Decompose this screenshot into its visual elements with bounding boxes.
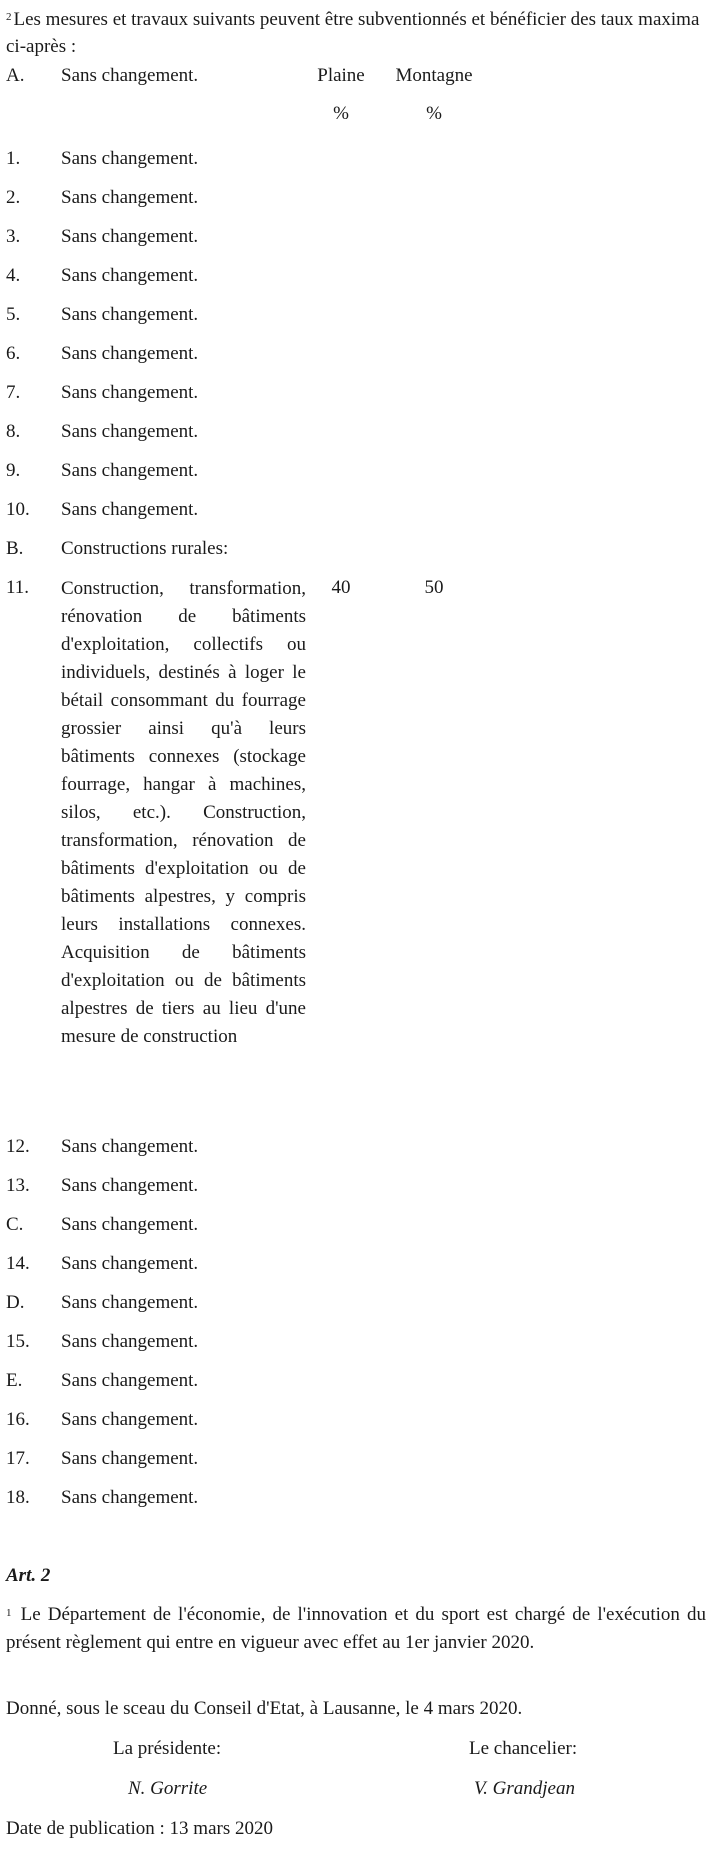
unit-montagne: % — [426, 103, 442, 124]
intro-superscript: 2 — [6, 11, 12, 23]
row-11-text: Construction, transformation, rénovation de bâtiments d'exploitation, collectifs ou individuels, destinés à loger le bétail consommant du fourrage grossier ainsi qu'à leurs bâtiments connexes (stockage fourrage, hangar à machines, silos, etc.). Construction, transformation, rénovation de bâtiments d'exploitation ou de bâtiments alpestres, y compris leurs installations connexes. Acquisition de bâtiments d'exploitation ou de bâtiments alpestres de tiers au lieu d'une mesure de construction — [61, 578, 306, 1047]
column-header-plaine: Plaine — [317, 65, 365, 86]
row-number: E. — [6, 1370, 23, 1391]
row-text: Sans changement. — [61, 148, 199, 169]
publication-date: Date de publication : 13 mars 2020 — [6, 1818, 273, 1839]
row-number: 17. — [6, 1448, 30, 1469]
table-row — [6, 1172, 706, 1199]
row-number: 11. — [6, 577, 30, 598]
row-text: Sans changement. — [61, 421, 199, 442]
table-row — [6, 1211, 706, 1238]
table-row — [6, 340, 706, 367]
section-a-row — [6, 62, 706, 89]
row-number: 16. — [6, 1409, 30, 1430]
table-row — [6, 379, 706, 406]
row-number: 3. — [6, 226, 21, 247]
row-text: Sans changement. — [61, 304, 199, 325]
intro-text: Les mesures et travaux suivants peuvent être subventionnés et bénéficier des taux maxima ci-après : — [6, 9, 700, 57]
table-row — [6, 1406, 706, 1433]
row-text: Sans changement. — [61, 226, 199, 247]
row-text: Sans changement. — [61, 187, 199, 208]
signature-title-chancellor: Le chancelier: — [469, 1738, 578, 1759]
row-text: Sans changement. — [61, 265, 199, 286]
row-number: 18. — [6, 1487, 30, 1508]
row-number: 4. — [6, 265, 21, 286]
column-header-montagne: Montagne — [395, 65, 473, 86]
signature-title-president: La présidente: — [113, 1738, 222, 1759]
rate-plaine: 40 — [331, 577, 351, 598]
row-number: 13. — [6, 1175, 30, 1196]
row-number: 7. — [6, 382, 21, 403]
table-row — [6, 496, 706, 523]
table-row — [6, 301, 706, 328]
row-text: Sans changement. — [61, 1253, 199, 1274]
unit-plaine: % — [333, 103, 349, 124]
rate-montagne: 50 — [424, 577, 444, 598]
row-number: C. — [6, 1214, 24, 1235]
row-number: 12. — [6, 1136, 30, 1157]
row-text: Sans changement. — [61, 460, 199, 481]
row-number: 8. — [6, 421, 21, 442]
table-row — [6, 145, 706, 172]
section-letter: B. — [6, 538, 24, 559]
units-row — [6, 100, 706, 127]
article-superscript: 1 — [6, 1607, 12, 1619]
article-text: Le Département de l'économie, de l'innovation et du sport est chargé de l'exécution du présent règlement qui entre en vigueur avec effet au 1er janvier 2020. — [6, 1604, 707, 1653]
table-row — [6, 223, 706, 250]
section-b-row — [6, 535, 706, 562]
table-row — [6, 418, 706, 445]
section-text: Constructions rurales: — [61, 538, 229, 559]
row-number: 6. — [6, 343, 21, 364]
row-number: 1. — [6, 148, 21, 169]
row-text: Sans changement. — [61, 1175, 199, 1196]
table-row — [6, 262, 706, 289]
row-text: Sans changement. — [61, 1487, 199, 1508]
row-text: Sans changement. — [61, 1448, 199, 1469]
given-line: Donné, sous le sceau du Conseil d'Etat, à Lausanne, le 4 mars 2020. — [6, 1698, 523, 1719]
row-text: Sans changement. — [61, 1370, 199, 1391]
table-row — [6, 184, 706, 211]
row-number: 5. — [6, 304, 21, 325]
row-number: 2. — [6, 187, 21, 208]
row-number: D. — [6, 1292, 25, 1313]
row-text: Sans changement. — [61, 1331, 199, 1352]
table-row — [6, 457, 706, 484]
table-row — [6, 1484, 706, 1511]
row-number: 9. — [6, 460, 21, 481]
article-heading: Art. 2 — [6, 1565, 51, 1586]
row-text: Sans changement. — [61, 1214, 199, 1235]
table-row — [6, 1367, 706, 1394]
article-paragraph — [6, 1601, 706, 1657]
section-letter: A. — [6, 65, 25, 86]
row-text: Sans changement. — [61, 1292, 199, 1313]
row-number: 15. — [6, 1331, 30, 1352]
row-number: 10. — [6, 499, 30, 520]
table-row — [6, 1289, 706, 1316]
table-row — [6, 1133, 706, 1160]
row-number: 14. — [6, 1253, 30, 1274]
section-text: Sans changement. — [61, 65, 199, 86]
table-row — [6, 1445, 706, 1472]
row-text: Sans changement. — [61, 1409, 199, 1430]
table-row — [6, 1328, 706, 1355]
signature-name-chancellor: V. Grandjean — [474, 1778, 575, 1799]
row-text: Sans changement. — [61, 343, 199, 364]
intro-paragraph — [6, 6, 706, 60]
row-text: Sans changement. — [61, 499, 199, 520]
row-text: Sans changement. — [61, 382, 199, 403]
table-row — [6, 1250, 706, 1277]
signature-name-president: N. Gorrite — [128, 1778, 208, 1799]
row-text: Sans changement. — [61, 1136, 199, 1157]
